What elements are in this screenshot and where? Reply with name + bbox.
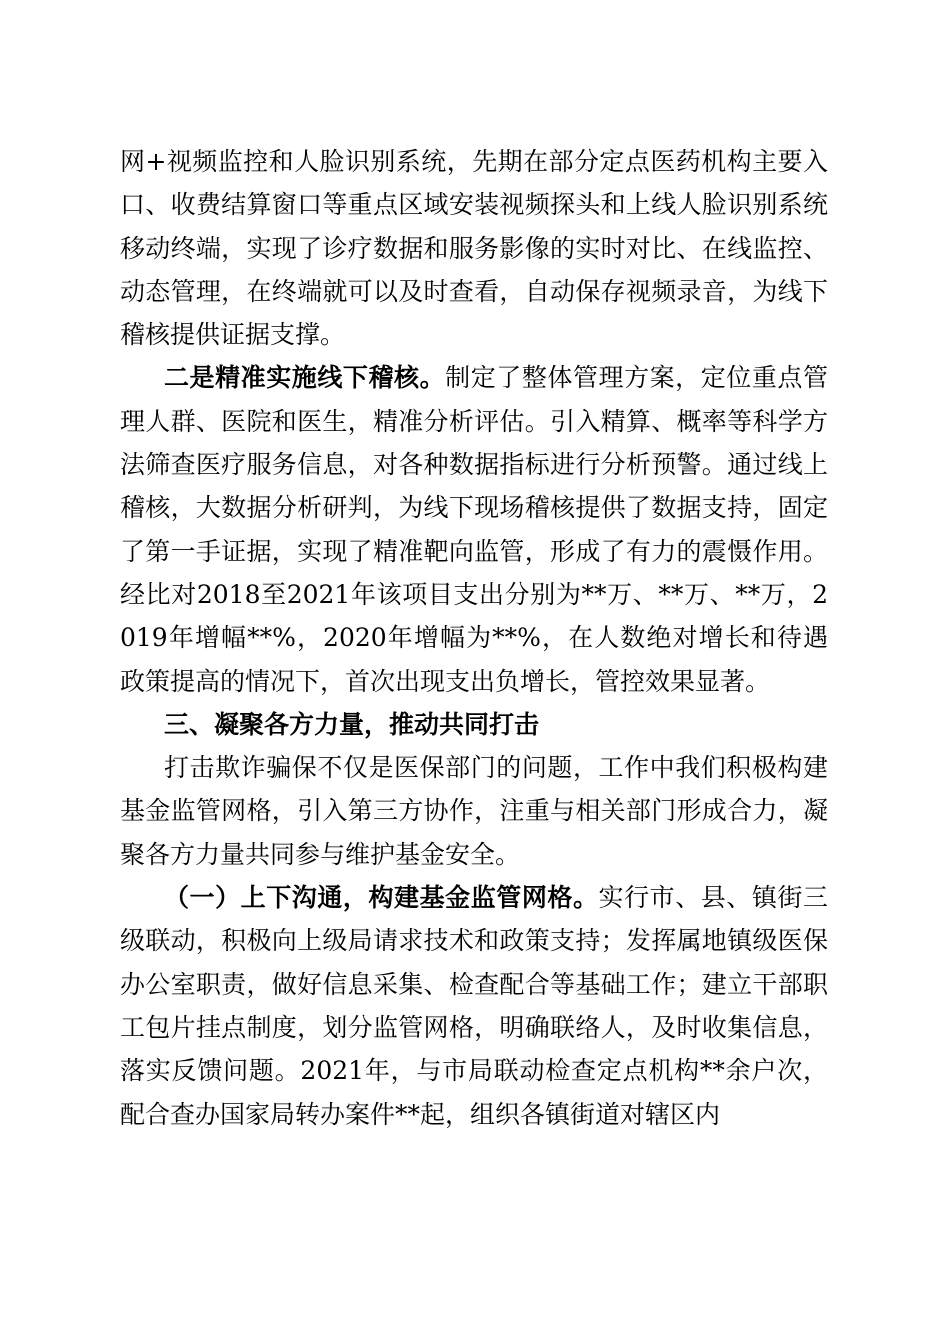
paragraph-video-monitoring: 网+视频监控和人脸识别系统，先期在部分定点医药机构主要入口、收费结算窗口等重点区域安装视频探头和上线人脸识别系统移动终端，实现了诊疗数据和服务影像的实时对比、在线监控、动态管理，在终端就可以及时查看，自动保存视频录音，为线下稽核提供证据支撑。 xyxy=(120,147,828,350)
section-heading-3: 三、凝聚各方力量，推动共同打击 xyxy=(164,709,540,739)
paragraph-supervision-grid xyxy=(120,876,828,1136)
paragraph-joint-effort: 打击欺诈骗保不仅是医保部门的问题，工作中我们积极构建基金监管网格，引入第三方协作，注重与相关部门形成合力，凝聚各方力量共同参与维护基金安全。 xyxy=(120,753,828,869)
paragraph-offline-audit xyxy=(120,356,828,702)
paragraph-offline-audit-lead: 二是精准实施线下稽核。 xyxy=(164,363,446,393)
paragraph-supervision-grid-body: 实行市、县、镇街三级联动，积极向上级局请求技术和政策支持；发挥属地镇级医保办公室职责，做好信息采集、检查配合等基础工作；建立干部职工包片挂点制度，划分监管网格，明确联络人，及时收集信息，落实反馈问题。2021年，与市局联动检查定点机构**余户次，配合查办国家局转办案件**起，组织各镇街道对辖区内 xyxy=(120,883,828,1129)
paragraph-offline-audit-body: 制定了整体管理方案，定位重点管理人群、医院和医生，精准分析评估。引入精算、概率等科学方法筛查医疗服务信息，对各种数据指标进行分析预警。通过线上稽核，大数据分析研判，为线下现场稽核提供了数据支持，固定了第一手证据，实现了精准靶向监管，形成了有力的震慑作用。经比对2018至2021年该项目支出分别为**万、**万、**万，2019年增幅**%，2020年增幅为**%，在人数绝对增长和待遇政策提高的情况下，首次出现支出负增长，管控效果显著。 xyxy=(120,363,828,696)
paragraph-supervision-grid-lead: （一）上下沟通，构建基金监管网格。 xyxy=(164,883,599,913)
body-text xyxy=(120,140,828,1136)
